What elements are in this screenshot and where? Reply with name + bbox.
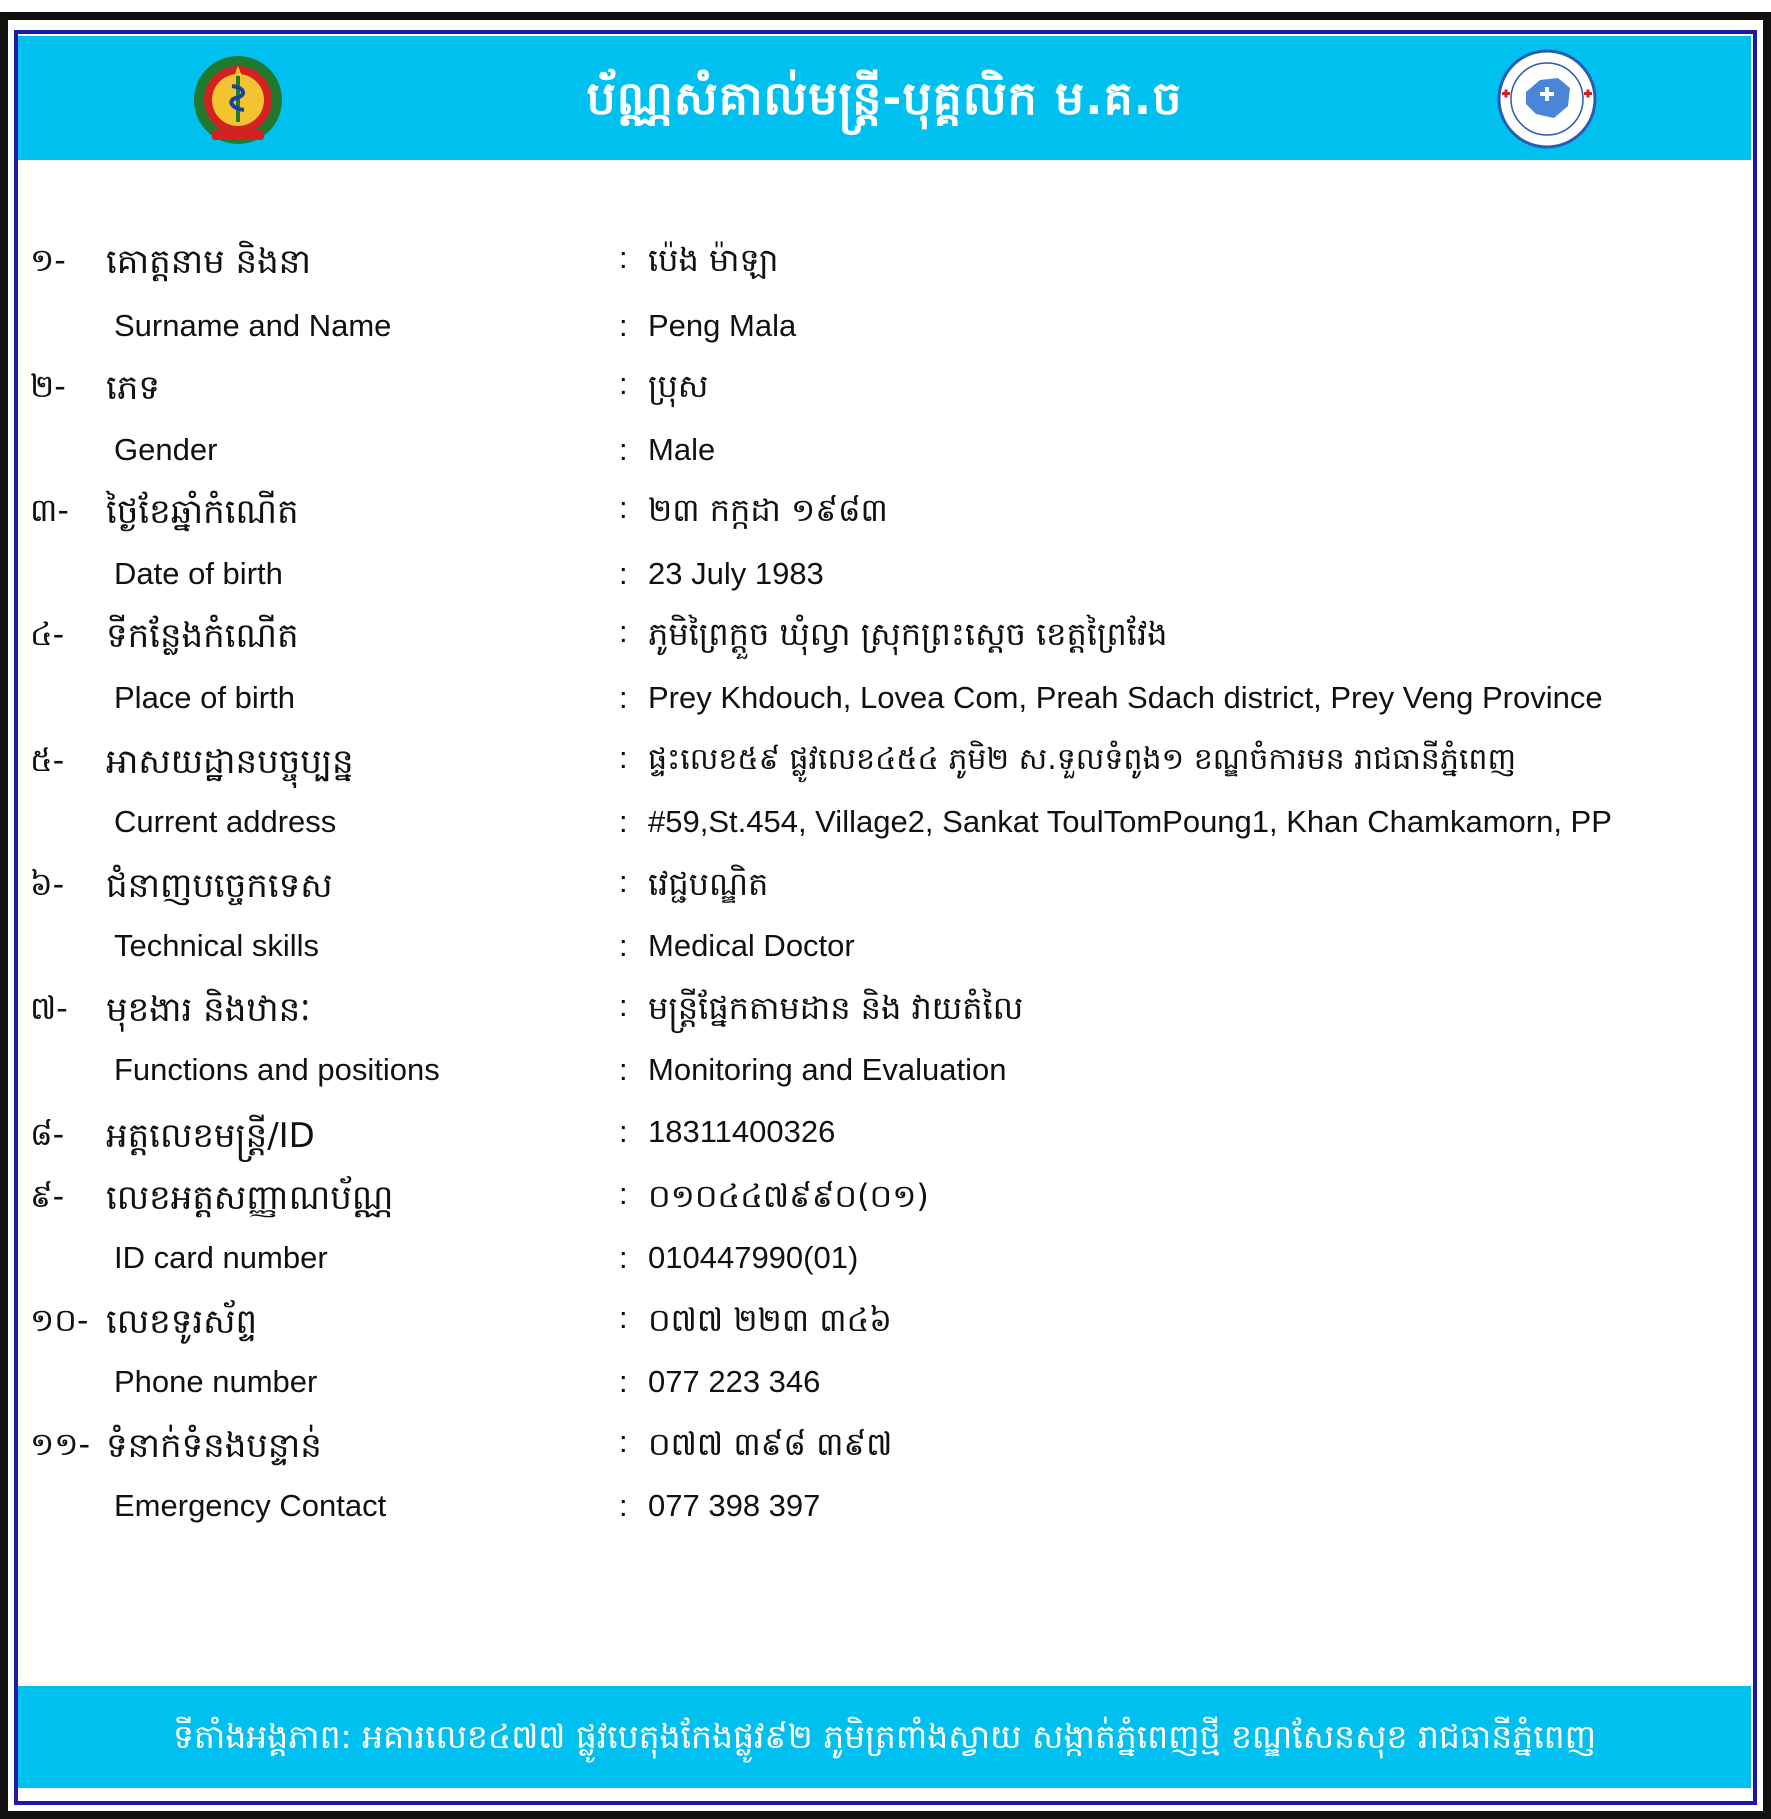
field-label-km: ជំនាញបច្ចេកទេស bbox=[106, 866, 333, 906]
field-label-km: ទំនាក់ទំនងបន្ទាន់ bbox=[106, 1426, 322, 1466]
field-separator: : bbox=[619, 1114, 628, 1149]
field-row-phone-km bbox=[0, 1300, 1771, 1352]
field-label-en: Gender bbox=[114, 432, 218, 467]
field-row-pob-en bbox=[0, 680, 1771, 732]
field-value-en: #59,St.454, Village2, Sankat ToulTomPoung1, Khan Chamkamorn, PP bbox=[648, 804, 1612, 839]
field-row-gender-km bbox=[0, 366, 1771, 418]
field-value-en: Prey Khdouch, Lovea Com, Preah Sdach district, Prey Veng Province bbox=[648, 680, 1603, 715]
field-separator: : bbox=[619, 864, 628, 899]
field-separator: : bbox=[619, 988, 628, 1023]
field-label-km: គោត្តនាម និងនា bbox=[106, 242, 312, 282]
field-value-en: 077 223 346 bbox=[648, 1364, 821, 1399]
field-value-km: ០៧៧ ២២៣ ៣៤៦ bbox=[648, 1301, 892, 1339]
field-separator: : bbox=[619, 740, 628, 775]
field-row-skills-km bbox=[0, 864, 1771, 916]
field-number: ៩- bbox=[30, 1177, 65, 1215]
field-row-pob-km bbox=[0, 614, 1771, 666]
field-value-km: ភូមិព្រៃក្ដួច ឃុំល្វា ស្រុកព្រះស្ដេច ខេត្តព្រៃវែង bbox=[648, 615, 1168, 653]
field-value-km: ២៣ កក្កដា ១៩៨៣ bbox=[648, 491, 888, 529]
field-number: ៦- bbox=[30, 865, 65, 903]
field-number: ៤- bbox=[30, 615, 65, 653]
field-number: ១០- bbox=[30, 1301, 89, 1339]
field-row-position-km bbox=[0, 988, 1771, 1040]
field-value-en: Medical Doctor bbox=[648, 928, 855, 963]
cambodia-map-emblem-icon bbox=[1496, 48, 1598, 150]
field-label-en: Date of birth bbox=[114, 556, 283, 591]
footer-banner bbox=[18, 1686, 1751, 1788]
field-value-km: មន្ត្រីផ្នែកតាមដាន និង វាយតំលៃ bbox=[648, 989, 1024, 1027]
field-value-en: 077 398 397 bbox=[648, 1488, 821, 1523]
field-label-en: ID card number bbox=[114, 1240, 328, 1275]
field-number: ៨- bbox=[30, 1115, 65, 1153]
field-number: ៥- bbox=[30, 741, 65, 779]
field-value-km: វេជ្ជបណ្ឌិត bbox=[648, 865, 769, 903]
field-number: ៣- bbox=[30, 491, 69, 529]
field-row-dob-en bbox=[0, 556, 1771, 608]
field-row-phone-en bbox=[0, 1364, 1771, 1416]
field-separator: : bbox=[619, 1424, 628, 1459]
field-label-en: Technical skills bbox=[114, 928, 320, 963]
field-label-km: លេខអត្តសញ្ញាណប័ណ្ណ bbox=[106, 1178, 394, 1218]
field-number: ៧- bbox=[30, 989, 68, 1027]
field-row-position-en bbox=[0, 1052, 1771, 1104]
field-label-km: មុខងារ និងឋានៈ bbox=[106, 990, 311, 1030]
field-row-name-km bbox=[0, 240, 1771, 292]
field-value-en: 010447990(01) bbox=[648, 1240, 859, 1275]
field-label-km: លេខទូរស័ព្ទ bbox=[106, 1302, 258, 1342]
field-label-km: ភេទ bbox=[106, 368, 160, 408]
field-label-en: Emergency Contact bbox=[114, 1488, 387, 1523]
field-separator: : bbox=[619, 366, 628, 401]
field-row-address-en bbox=[0, 804, 1771, 856]
field-value-km: ប្រុស bbox=[648, 367, 709, 405]
field-row-name-en bbox=[0, 308, 1771, 360]
field-label-km: ថ្ងៃខែឆ្នាំកំណើត bbox=[106, 492, 299, 532]
field-value-en: 23 July 1983 bbox=[648, 556, 824, 591]
field-separator: : bbox=[619, 240, 628, 275]
field-value-en: Male bbox=[648, 432, 716, 467]
field-row-gender-en bbox=[0, 432, 1771, 484]
field-row-emergency-km bbox=[0, 1424, 1771, 1476]
field-row-officer-id bbox=[0, 1114, 1771, 1166]
field-row-idcard-en bbox=[0, 1240, 1771, 1292]
field-row-address-km bbox=[0, 740, 1771, 792]
field-row-skills-en bbox=[0, 928, 1771, 980]
field-separator: : bbox=[619, 804, 628, 839]
field-number: ១១- bbox=[30, 1425, 90, 1463]
field-separator: : bbox=[619, 1052, 628, 1087]
field-separator: : bbox=[619, 1488, 628, 1523]
field-number: ១- bbox=[30, 241, 66, 279]
field-label-en: Functions and positions bbox=[114, 1052, 440, 1087]
field-label-en: Place of birth bbox=[114, 680, 295, 715]
field-value-en: Peng Mala bbox=[648, 308, 797, 343]
field-separator: : bbox=[619, 1176, 628, 1211]
field-separator: : bbox=[619, 490, 628, 525]
field-value-en: Monitoring and Evaluation bbox=[648, 1052, 1007, 1087]
field-separator: : bbox=[619, 556, 628, 591]
field-separator: : bbox=[619, 680, 628, 715]
field-row-idcard-km bbox=[0, 1176, 1771, 1228]
field-value-officer-id: 18311400326 bbox=[648, 1114, 836, 1149]
field-row-emergency-en bbox=[0, 1488, 1771, 1540]
field-row-dob-km bbox=[0, 490, 1771, 542]
field-separator: : bbox=[619, 1300, 628, 1335]
field-separator: : bbox=[619, 928, 628, 963]
field-number: ២- bbox=[30, 367, 66, 405]
field-value-km: ០១០៤៤៧៩៩០(០១) bbox=[648, 1177, 929, 1215]
office-location-text: ទីតាំងអង្គភាព: អគារលេខ៤៧៧ ផ្លូវបេតុងកែងផ្លូវ៩២ ភូមិត្រពាំងស្វាយ សង្កាត់ភ្នំពេញថ្មី ខណ្ឌសែនសុខ រាជធានីភ្នំពេញ bbox=[172, 1717, 1597, 1756]
field-label-km: អាសយដ្ឋានបច្ចុប្បន្ន bbox=[106, 742, 354, 782]
field-value-km: ប៉េង ម៉ាឡា bbox=[648, 241, 779, 279]
field-separator: : bbox=[619, 308, 628, 343]
field-separator: : bbox=[619, 1240, 628, 1275]
field-label-en: Phone number bbox=[114, 1364, 318, 1399]
field-label-en: Surname and Name bbox=[114, 308, 392, 343]
field-label-km: អត្តលេខមន្ត្រី/ID bbox=[106, 1116, 315, 1156]
field-separator: : bbox=[619, 1364, 628, 1399]
field-value-km: ផ្ទះលេខ៥៩ ផ្លូវលេខ៤៥៤ ភូមិ២ ស.ទួលទំពូង១ ខណ្ឌចំការមន រាជធានីភ្នំពេញ bbox=[648, 742, 1517, 777]
field-separator: : bbox=[619, 432, 628, 467]
header-banner bbox=[18, 36, 1751, 160]
field-label-km: ទីកន្លែងកំណើត bbox=[106, 616, 299, 656]
field-label-en: Current address bbox=[114, 804, 337, 839]
card-title: ប័ណ្ណសំគាល់មន្ត្រី-បុគ្គលិក ម.គ.ច bbox=[586, 71, 1183, 125]
field-value-km: ០៧៧ ៣៩៨ ៣៩៧ bbox=[648, 1425, 893, 1463]
field-separator: : bbox=[619, 614, 628, 649]
